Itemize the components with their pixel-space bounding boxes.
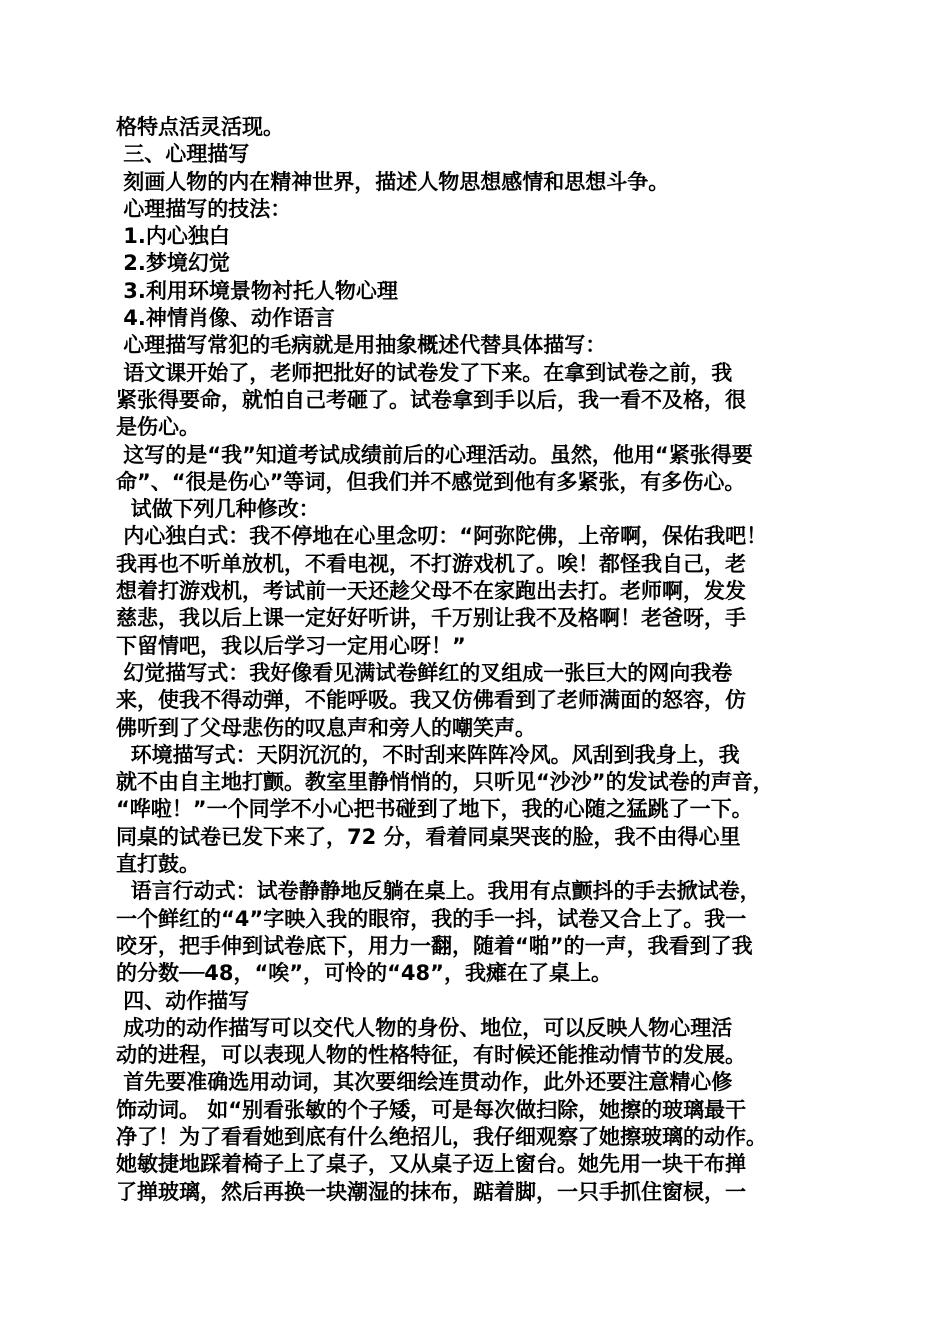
- text-line: 慈悲，我以后上课一定好好听讲，千万别让我不及格啊！老爸呀，手: [116, 606, 746, 631]
- text-line: 首先要准确选用动词，其次要细绘连贯动作，此外还要注意精心修: [116, 1070, 733, 1095]
- text-line: 咬牙，把手伸到试卷底下，用力一翻，随着“啪”的一声，我看到了我: [116, 933, 753, 958]
- text-line: 心理描写常犯的毛病就是用抽象概述代替具体描写：: [116, 333, 607, 358]
- text-line: 语文课开始了，老师把批好的试卷发了下来。在拿到试卷之前，我: [116, 360, 733, 385]
- section-heading-psychology: 三、心理描写: [116, 142, 250, 167]
- text-line: 想着打游戏机，考试前一天还趁父母不在家跑出去打。老师啊，发发: [116, 579, 746, 604]
- text-line: 这写的是“我”知道考试成绩前后的心理活动。虽然，他用“紧张得要: [116, 442, 753, 467]
- list-item: 2.梦境幻觉: [116, 251, 230, 276]
- text-line: 刻画人物的内在精神世界，描述人物思想感情和思想斗争。: [116, 169, 670, 194]
- text-line: 试做下列几种修改：: [116, 497, 320, 522]
- document-page: [116, 114, 846, 1206]
- text-line: 幻觉描写式：我好像看见满试卷鲜红的叉组成一张巨大的网向我卷: [116, 660, 733, 685]
- text-line: 饰动词。 如“别看张敏的个子矮，可是每次做扫除，她擦的玻璃最干: [116, 1097, 747, 1122]
- text-line: 下留情吧，我以后学习一定用心呀！”: [116, 633, 466, 658]
- text-line: 语言行动式：试卷静静地反躺在桌上。我用有点颤抖的手去掀试卷，: [116, 879, 761, 904]
- text-line: 一个鲜红的“4”字映入我的眼帘，我的手一抖，试卷又合上了。我一: [116, 906, 747, 931]
- text-line: 紧张得要命，就怕自己考砸了。试卷拿到手以后，我一看不及格，很: [116, 387, 746, 412]
- text-line: 来，使我不得动弹，不能呼吸。我又仿佛看到了老师满面的怒容，仿: [116, 688, 746, 713]
- text-line: 的分数──48，“唉”，可怜的“48”，我瘫在了桌上。: [116, 961, 612, 986]
- text-line: 直打鼓。: [116, 852, 200, 877]
- text-line: 格特点活灵活现。: [116, 115, 284, 139]
- text-line: 成功的动作描写可以交代人物的身份、地位，可以反映人物心理活: [116, 1015, 733, 1040]
- text-line: 她敏捷地踩着椅子上了桌子，又从桌子迈上窗台。她先用一块干布掸: [116, 1152, 746, 1177]
- text-line: 我再也不听单放机，不看电视，不打游戏机了。唉！都怪我自己，老: [116, 551, 746, 576]
- section-heading-action: 四、动作描写: [116, 988, 250, 1013]
- text-line: 就不由自主地打颤。教室里静悄悄的，只听见“沙沙”的发试卷的声音，: [116, 770, 774, 795]
- text-line: 内心独白式：我不停地在心里念叨：“阿弥陀佛，上帝啊，保佑我吧！: [116, 524, 768, 549]
- text-line: 佛听到了父母悲伤的叹息声和旁人的嘲笑声。: [116, 715, 536, 740]
- text-line: 了掸玻璃，然后再换一块潮湿的抹布，踮着脚，一只手抓住窗棂，一: [116, 1179, 746, 1204]
- text-line: 心理描写的技法：: [116, 196, 292, 221]
- text-line: 动的进程，可以表现人物的性格特征，有时候还能推动情节的发展。: [116, 1043, 746, 1068]
- list-item: 4.神情肖像、动作语言: [116, 306, 335, 331]
- text-line: 是伤心。: [116, 415, 200, 440]
- text-line: 环境描写式：天阴沉沉的，不时刮来阵阵冷风。风刮到我身上，我: [116, 742, 740, 767]
- list-item: 3.利用环境景物衬托人物心理: [116, 278, 398, 303]
- text-line: 净了！为了看看她到底有什么绝招儿，我仔细观察了她擦玻璃的动作。: [116, 1124, 767, 1149]
- list-item: 1.内心独白: [116, 224, 230, 249]
- text-line: 命”、“很是伤心”等词，但我们并不感觉到他有多紧张，有多伤心。: [116, 469, 746, 494]
- text-line: “哗啦！”一个同学不小心把书碰到了地下，我的心随之猛跳了一下。: [116, 797, 753, 822]
- text-line: 同桌的试卷已发下来了，72 分，看着同桌哭丧的脸，我不由得心里: [116, 824, 741, 849]
